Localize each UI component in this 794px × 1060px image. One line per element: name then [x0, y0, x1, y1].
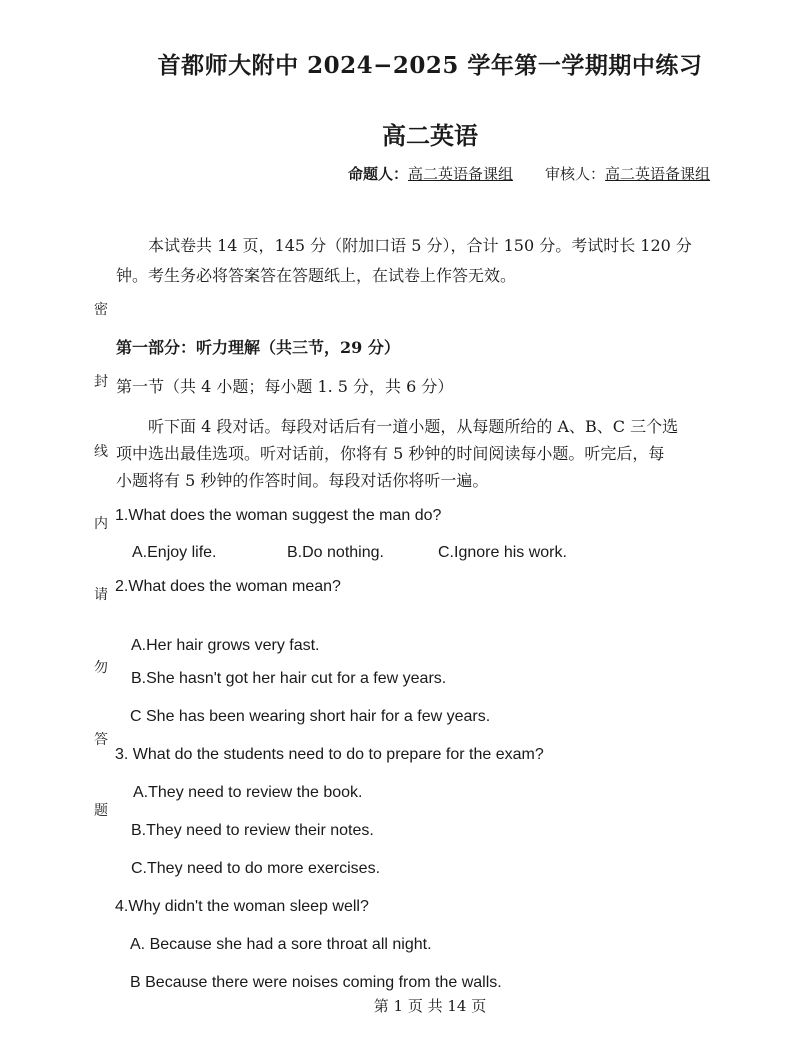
seal-char-ti: 题 — [94, 803, 108, 819]
question-1-option-c: C.Ignore his work. — [438, 544, 567, 561]
question-1-stem: 1.What does the woman suggest the man do? — [115, 507, 442, 524]
intro-line-1: 本试卷共 14 页，145 分（附加口语 5 分），合计 150 分。考试时长 120 分 — [148, 236, 692, 255]
reviewer-label: 审核人： — [545, 165, 606, 183]
author-name: 高二英语备课组 — [408, 165, 514, 183]
question-1-option-a: A.Enjoy life. — [132, 544, 217, 561]
question-2-stem: 2.What does the woman mean? — [115, 578, 341, 595]
intro-line-2: 钟。考生务必将答案答在答题纸上，在试卷上作答无效。 — [116, 266, 517, 285]
exam-title: 首都师大附中 2024−2025 学年第一学期期中练习 — [157, 52, 703, 79]
question-3-option-b: B.They need to review their notes. — [131, 822, 374, 839]
question-3-stem: 3. What do the students need to do to prepare for the exam? — [115, 746, 544, 763]
seal-char-xian: 线 — [94, 444, 108, 460]
question-2-option-c: C She has been wearing short hair for a few years. — [130, 708, 491, 725]
seal-char-mi: 密 — [94, 302, 108, 318]
seal-char-wu: 勿 — [94, 660, 108, 676]
question-3-option-c: C.They need to do more exercises. — [131, 860, 381, 877]
question-2-option-b: B.She hasn't got her hair cut for a few years. — [131, 670, 447, 687]
instructions-line-2: 项中选出最佳选项。听对话前，你将有 5 秒钟的时间阅读每小题。听完后，每 — [116, 444, 665, 463]
question-1-option-b: B.Do nothing. — [287, 544, 384, 561]
exam-subject: 高二英语 — [382, 121, 478, 150]
question-2-option-a: A.Her hair grows very fast. — [131, 637, 320, 654]
question-3-option-a: A.They need to review the book. — [133, 784, 363, 801]
question-4-option-a: A. Because she had a sore throat all night. — [130, 936, 432, 953]
question-4-stem: 4.Why didn't the woman sleep well? — [115, 898, 369, 915]
reviewer-name: 高二英语备课组 — [605, 165, 711, 183]
authors-line — [348, 163, 710, 184]
question-4-option-b: B Because there were noises coming from the walls. — [130, 974, 502, 991]
seal-char-feng: 封 — [94, 374, 108, 390]
instructions-line-3: 小题将有 5 秒钟的作答时间。每段对话你将听一遍。 — [116, 471, 489, 490]
section1-heading: 第一节（共 4 小题；每小题 1. 5 分，共 6 分） — [116, 377, 454, 396]
instructions-line-1: 听下面 4 段对话。每段对话后有一道小题，从每题所给的 A、B、C 三个选 — [148, 417, 679, 436]
seal-char-qing: 请 — [94, 587, 108, 603]
author-label: 命题人： — [348, 165, 409, 183]
seal-char-da: 答 — [94, 732, 108, 748]
seal-char-nei: 内 — [94, 516, 108, 532]
part1-heading: 第一部分：听力理解（共三节，29 分） — [116, 338, 400, 357]
page-number: 第 1 页 共 14 页 — [373, 997, 487, 1015]
